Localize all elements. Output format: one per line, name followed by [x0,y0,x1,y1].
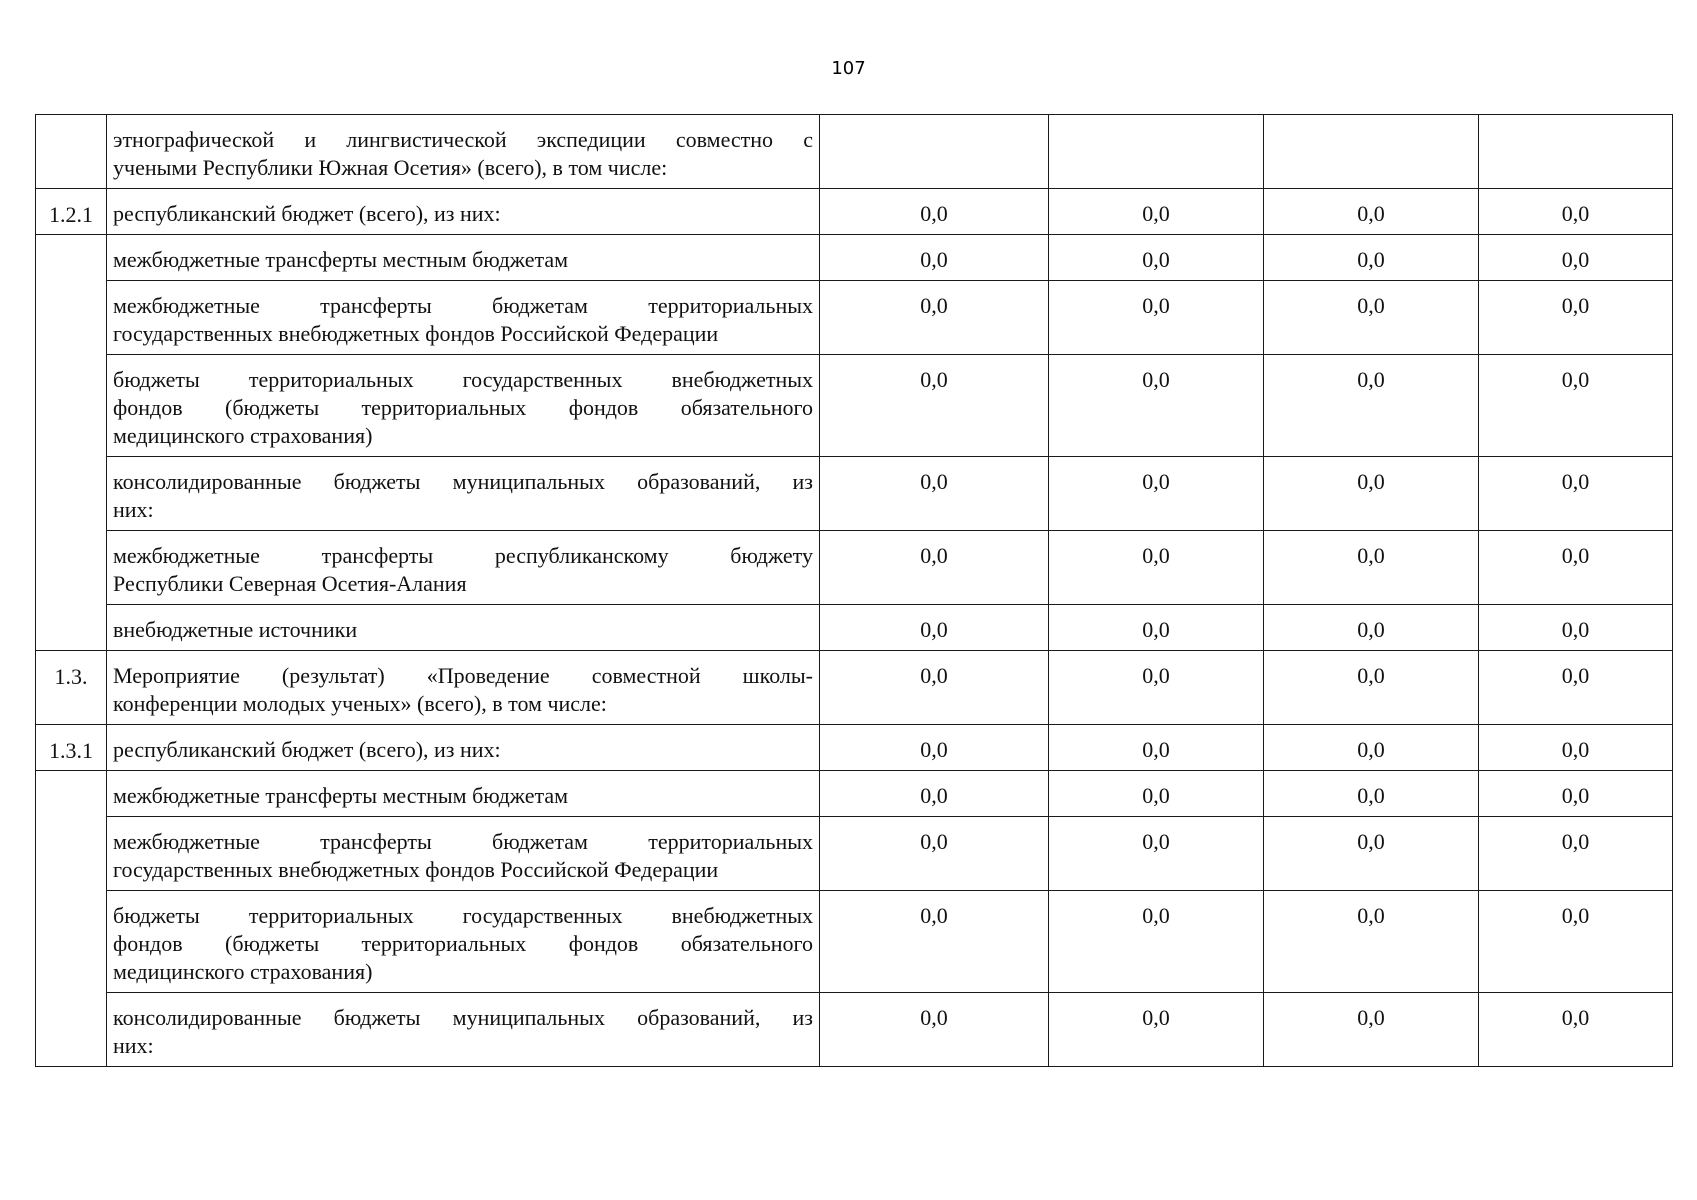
value-cell-4: 0,0 [1479,281,1673,355]
row-name-line: республиканский бюджет (всего), из них: [113,201,501,226]
value-cell-1: 0,0 [820,891,1049,993]
table-row [36,115,1673,189]
row-name-line: учеными Республики Южная Осетия» (всего), в том числе: [113,155,668,180]
value-cell-2: 0,0 [1049,457,1264,531]
row-name-cell [107,651,820,725]
budget-table [35,114,1673,1067]
row-name-line: внебюджетные источники [113,617,358,642]
value-cell-3: 0,0 [1264,771,1479,817]
value-cell-2: 0,0 [1049,817,1264,891]
table-row [36,651,1673,725]
table-row [36,605,1673,651]
row-name-line: республиканский бюджет (всего), из них: [113,737,501,762]
table-row [36,457,1673,531]
row-name-cell [107,235,820,281]
value-cell-4: 0,0 [1479,817,1673,891]
row-number-cell: 1.2.1 [36,189,107,235]
value-cell-2: 0,0 [1049,235,1264,281]
value-cell-2: 0,0 [1049,771,1264,817]
row-name-line: межбюджетные трансферты бюджетам территориальных [113,829,813,854]
value-cell-4: 0,0 [1479,993,1673,1067]
table-row [36,817,1673,891]
value-cell-4: 0,0 [1479,235,1673,281]
row-name-line: Республики Северная Осетия-Алания [113,571,467,596]
row-number-cell [36,771,107,1067]
row-name-line: межбюджетные трансферты бюджетам территориальных [113,293,813,318]
value-cell-3: 0,0 [1264,651,1479,725]
row-name-cell [107,605,820,651]
value-cell-4: 0,0 [1479,355,1673,457]
row-name-line: консолидированные бюджеты муниципальных образований, из [113,469,813,494]
value-cell-3: 0,0 [1264,605,1479,651]
value-cell-4: 0,0 [1479,651,1673,725]
value-cell-3: 0,0 [1264,531,1479,605]
value-cell-2: 0,0 [1049,891,1264,993]
value-cell-1: 0,0 [820,817,1049,891]
value-cell-1: 0,0 [820,605,1049,651]
table-row [36,355,1673,457]
row-name-cell [107,891,820,993]
row-name-line: медицинского страхования) [113,423,373,448]
row-number-cell: 1.3.1 [36,725,107,771]
row-name-line: них: [113,497,154,522]
value-cell-1: 0,0 [820,725,1049,771]
row-name-cell [107,355,820,457]
value-cell-1: 0,0 [820,235,1049,281]
value-cell-1: 0,0 [820,457,1049,531]
value-cell-3: 0,0 [1264,817,1479,891]
value-cell-3: 0,0 [1264,993,1479,1067]
value-cell-1: 0,0 [820,651,1049,725]
row-name-line: них: [113,1033,154,1058]
row-number-cell [36,235,107,651]
value-cell-4: 0,0 [1479,605,1673,651]
value-cell-2: 0,0 [1049,355,1264,457]
row-name-line: консолидированные бюджеты муниципальных образований, из [113,1005,813,1030]
value-cell-4 [1479,115,1673,189]
value-cell-3: 0,0 [1264,725,1479,771]
row-name-line: медицинского страхования) [113,959,373,984]
row-name-line: межбюджетные трансферты республиканскому бюджету [113,543,813,568]
row-name-cell [107,771,820,817]
value-cell-2 [1049,115,1264,189]
row-name-cell [107,189,820,235]
row-name-line: конференции молодых ученых» (всего), в том числе: [113,691,607,716]
row-name-cell [107,457,820,531]
value-cell-2: 0,0 [1049,189,1264,235]
value-cell-3: 0,0 [1264,457,1479,531]
value-cell-2: 0,0 [1049,725,1264,771]
table-row [36,235,1673,281]
row-name-cell [107,993,820,1067]
value-cell-2: 0,0 [1049,651,1264,725]
value-cell-1: 0,0 [820,355,1049,457]
value-cell-1: 0,0 [820,281,1049,355]
table-row [36,189,1673,235]
table-row [36,531,1673,605]
value-cell-4: 0,0 [1479,189,1673,235]
table-row [36,993,1673,1067]
value-cell-4: 0,0 [1479,891,1673,993]
row-name-line: государственных внебюджетных фондов Российской Федерации [113,321,719,346]
value-cell-2: 0,0 [1049,281,1264,355]
row-name-cell [107,281,820,355]
value-cell-3: 0,0 [1264,281,1479,355]
row-name-line: государственных внебюджетных фондов Российской Федерации [113,857,719,882]
value-cell-4: 0,0 [1479,531,1673,605]
value-cell-3: 0,0 [1264,355,1479,457]
row-name-line: межбюджетные трансферты местным бюджетам [113,783,569,808]
row-name-cell [107,531,820,605]
table-row [36,771,1673,817]
value-cell-4: 0,0 [1479,725,1673,771]
row-name-line: Мероприятие (результат) «Проведение совместной школы- [113,663,813,688]
value-cell-1: 0,0 [820,189,1049,235]
value-cell-2: 0,0 [1049,531,1264,605]
row-name-line: бюджеты территориальных государственных внебюджетных [113,903,813,928]
value-cell-1: 0,0 [820,531,1049,605]
row-name-line: межбюджетные трансферты местным бюджетам [113,247,569,272]
value-cell-2: 0,0 [1049,605,1264,651]
row-name-cell [107,817,820,891]
value-cell-3: 0,0 [1264,235,1479,281]
table-row [36,725,1673,771]
value-cell-1 [820,115,1049,189]
row-name-line: фондов (бюджеты территориальных фондов обязательного [113,395,813,420]
row-name-line: этнографической и лингвистической экспедиции совместно с [113,127,813,152]
value-cell-3: 0,0 [1264,891,1479,993]
page-number: 107 [831,58,866,79]
value-cell-4: 0,0 [1479,771,1673,817]
value-cell-3 [1264,115,1479,189]
value-cell-3: 0,0 [1264,189,1479,235]
value-cell-2: 0,0 [1049,993,1264,1067]
value-cell-4: 0,0 [1479,457,1673,531]
row-name-cell [107,725,820,771]
value-cell-1: 0,0 [820,771,1049,817]
row-number-cell: 1.3. [36,651,107,725]
table-row [36,281,1673,355]
row-name-cell [107,115,820,189]
value-cell-1: 0,0 [820,993,1049,1067]
table-row [36,891,1673,993]
row-name-line: фондов (бюджеты территориальных фондов обязательного [113,931,813,956]
row-name-line: бюджеты территориальных государственных внебюджетных [113,367,813,392]
row-number-cell [36,115,107,189]
budget-table-body [36,115,1673,1067]
